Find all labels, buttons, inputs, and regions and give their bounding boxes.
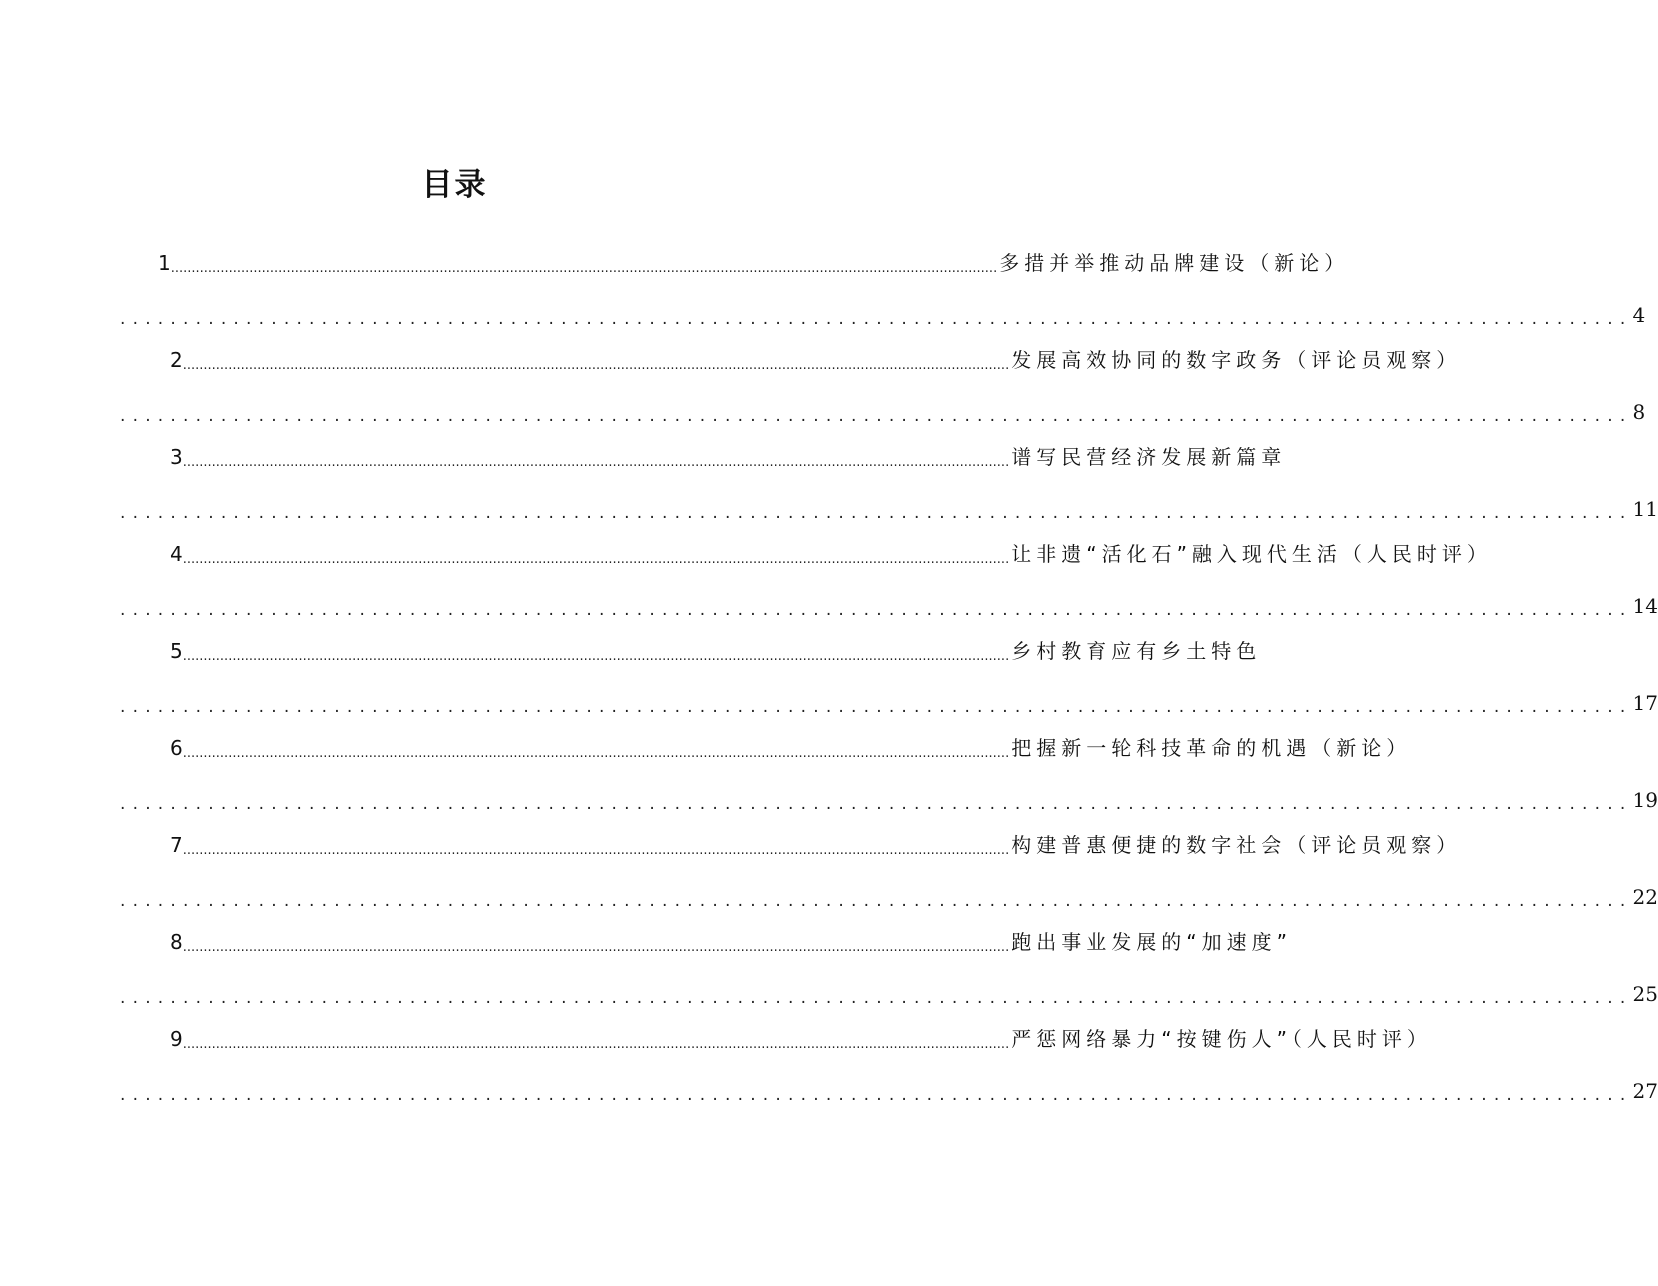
- toc-entry-title-line: [120, 1019, 1432, 1059]
- toc-entry-page-line: [120, 392, 1646, 432]
- toc-entry-number: 2: [170, 348, 183, 372]
- toc-entry-title: 严惩网络暴力“按键伤人”（人民时评）: [1011, 1027, 1432, 1051]
- dot-leader: ........................................................................................................................................................................................................: [182, 649, 1010, 664]
- toc-entry-page-number: 27: [1632, 1079, 1658, 1103]
- toc-entry[interactable]: [120, 728, 1658, 825]
- toc-entry-number: 3: [170, 445, 183, 469]
- toc-entry-page-line: [120, 683, 1658, 723]
- toc-entry-title: 多措并举推动品牌建设（新论）: [999, 251, 1350, 275]
- toc-entry[interactable]: [120, 243, 1646, 340]
- toc-entry[interactable]: [120, 1019, 1658, 1116]
- toc-entry[interactable]: [120, 631, 1658, 728]
- toc-entry-page-line: [120, 295, 1646, 335]
- toc-entry-page-number: 19: [1632, 788, 1658, 812]
- dot-leader: ........................................................................................................................: [120, 600, 1633, 620]
- toc-entry-title: 让非遗“活化石”融入现代生活（人民时评）: [1011, 542, 1492, 566]
- toc-entry-title: 把握新一轮科技革命的机遇（新论）: [1011, 736, 1412, 760]
- toc-entry-title-line: [120, 728, 1412, 768]
- toc-entry-title: 跑出事业发展的“加速度”: [1011, 930, 1292, 954]
- toc-entry-page-number: 25: [1632, 982, 1658, 1006]
- toc-entry-title-line: [120, 437, 1287, 477]
- toc-list: [120, 243, 1658, 1116]
- toc-entry-page-number: 14: [1632, 594, 1658, 618]
- toc-entry-title: 发展高效协同的数字政务（评论员观察）: [1011, 348, 1462, 372]
- toc-entry-title-line: [120, 534, 1492, 574]
- toc-entry-page-line: [120, 489, 1658, 529]
- dot-leader: ........................................................................................................................................................................................................: [182, 940, 1010, 955]
- dot-leader: ........................................................................................................................................................................................................: [182, 455, 1010, 470]
- toc-entry-number: 6: [170, 736, 183, 760]
- dot-leader: ........................................................................................................................: [120, 697, 1633, 717]
- dot-leader: ........................................................................................................................: [120, 406, 1633, 426]
- dot-leader: ........................................................................................................................................................................................................: [182, 552, 1010, 567]
- toc-entry-page-number: 4: [1632, 303, 1646, 327]
- toc-entry-number: 9: [170, 1027, 183, 1051]
- toc-entry-page-line: [120, 877, 1658, 917]
- toc-entry-page-number: 8: [1632, 400, 1646, 424]
- dot-leader: ........................................................................................................................................................................................................: [182, 843, 1010, 858]
- toc-entry-page-number: 11: [1632, 497, 1658, 521]
- toc-entry-title-line: [120, 825, 1462, 865]
- toc-entry-page-line: [120, 1071, 1658, 1111]
- dot-leader: ........................................................................................................................: [120, 309, 1633, 329]
- toc-entry-page-line: [120, 586, 1658, 626]
- toc-entry[interactable]: [120, 340, 1646, 437]
- toc-entry[interactable]: [120, 437, 1658, 534]
- toc-entry-page-number: 17: [1632, 691, 1658, 715]
- dot-leader: ........................................................................................................................: [120, 891, 1633, 911]
- toc-entry-number: 1: [158, 251, 171, 275]
- toc-entry-number: 4: [170, 542, 183, 566]
- dot-leader: ........................................................................................................................................................................................................: [182, 746, 1010, 761]
- toc-entry-page-line: [120, 780, 1658, 820]
- toc-entry-page-line: [120, 974, 1658, 1014]
- toc-entry-number: 5: [170, 639, 183, 663]
- toc-entry[interactable]: [120, 922, 1658, 1019]
- dot-leader: ........................................................................................................................: [120, 988, 1633, 1008]
- toc-entry-title-line: [120, 340, 1462, 380]
- toc-entry[interactable]: [120, 825, 1658, 922]
- toc-entry-title: 谱写民营经济发展新篇章: [1011, 445, 1287, 469]
- dot-leader: ........................................................................................................................................................................................................: [182, 358, 1010, 373]
- dot-leader: ........................................................................................................................: [120, 794, 1633, 814]
- toc-entry-title-line: [120, 631, 1262, 671]
- dot-leader: ........................................................................................................................................................................................................: [182, 1037, 1010, 1052]
- toc-entry-number: 8: [170, 930, 183, 954]
- dot-leader: ........................................................................................................................................................................................................: [170, 261, 998, 276]
- toc-entry[interactable]: [120, 534, 1658, 631]
- toc-entry-title-line: [120, 243, 1350, 283]
- toc-entry-title: 乡村教育应有乡土特色: [1011, 639, 1262, 663]
- toc-entry-title: 构建普惠便捷的数字社会（评论员观察）: [1011, 833, 1462, 857]
- dot-leader: ........................................................................................................................: [120, 503, 1633, 523]
- dot-leader: ........................................................................................................................: [120, 1085, 1633, 1105]
- toc-entry-page-number: 22: [1632, 885, 1658, 909]
- toc-title: 目录: [421, 167, 488, 203]
- toc-entry-number: 7: [170, 833, 183, 857]
- toc-entry-title-line: [120, 922, 1292, 962]
